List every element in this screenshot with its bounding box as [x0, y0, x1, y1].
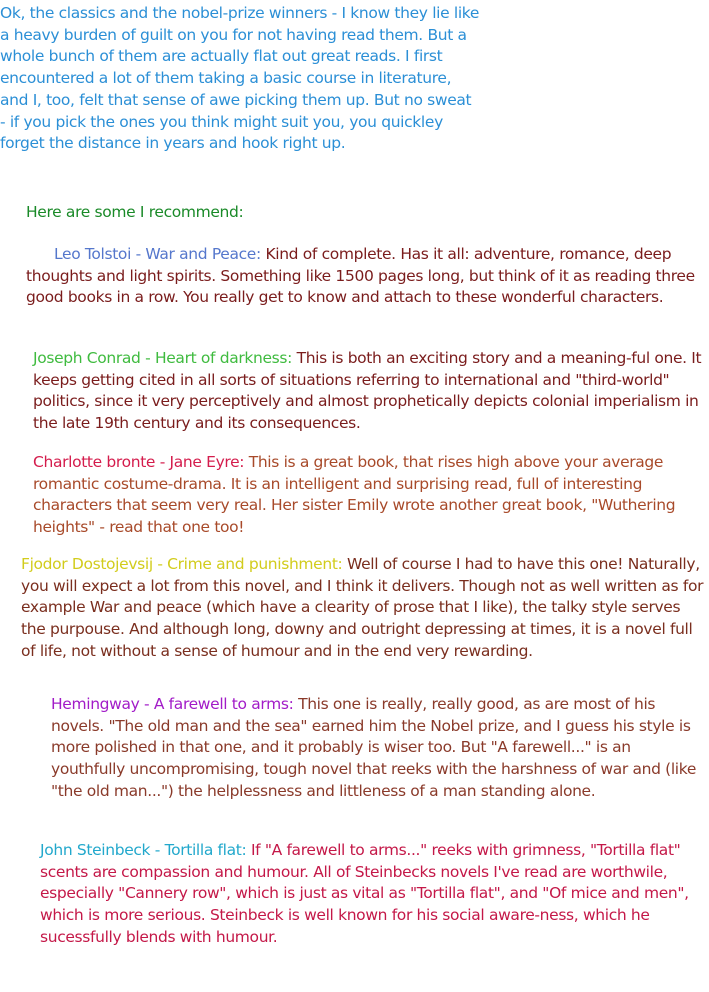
entry-title: Charlotte bronte - Jane Eyre:	[33, 453, 245, 471]
intro-paragraph: Ok, the classics and the nobel-prize winners - I know they lie like a heavy burden of guilt on you for not having read them. But a whole bunch of them are actually flat out great reads. I first encountered a lot of them taking a basic course in literature, and I, too, felt that sense of awe picking them up. But no sweat - if you pick the ones you think might suit you, you quickley forget the distance in years and hook right up.	[0, 4, 480, 153]
entry-text: This is both an exciting story and a meaning-ful one. It keeps getting cited in all sorts of situations referring to international and "third-world" politics, since it very perceptively and almost prophetically depicts colonial imperialism in the late 19th century and its consequences.	[33, 349, 702, 433]
entry-dostojevsij	[21, 554, 705, 663]
entry-title: Joseph Conrad - Heart of darkness:	[33, 349, 292, 367]
entry-hemingway	[51, 694, 707, 803]
entry-text: Well of course I had to have this one! Naturally, you will expect a lot from this novel, and I think it delivers. Though not as well written as for example War and peace (which have a clearity of prose that I like), the talky style serves the purpouse. And although long, downy and outright depressing at times, it is a novel full of life, not without a sense of humour and in the end very rewarding.	[21, 555, 704, 660]
entry-text: Kind of complete. Has it all: adventure, romance, deep thoughts and light spirits. Something like 1500 pages long, but think of it as reading three good books in a row. You really get to know and attach to these wonderful characters.	[26, 245, 695, 307]
entry-title: Fjodor Dostojevsij - Crime and punishment:	[21, 555, 343, 573]
entry-tolstoi	[26, 244, 704, 309]
entry-bronte	[33, 452, 705, 539]
entry-text: This is a great book, that rises high above your average romantic costume-drama. It is an intelligent and surprising read, full of interesting characters that seem very real. Her sister Emily wrote another great book, "Wuthering heights" - read that one too!	[33, 453, 676, 537]
recommend-heading: Here are some I recommend:	[26, 203, 244, 221]
entry-title: John Steinbeck - Tortilla flat:	[40, 841, 247, 859]
entry-text: This one is really, really good, as are most of his novels. "The old man and the sea" earned him the Nobel prize, and I guess his style is more polished in that one, and it probably is wiser too. But "A farewell..." is an youthfully uncompromising, tough novel that reeks with the harshness of war and (like "the old man...") the helplessness and littleness of a man standing alone.	[51, 695, 697, 800]
entry-text: If "A farewell to arms..." reeks with grimness, "Tortilla flat" scents are compassion and humour. All of Steinbecks novels I've read are worthwile, especially "Cannery row", which is just as vital as "Tortilla flat", and "Of mice and men", which is more serious. Steinbeck is well known for his social aware-ness, which he sucessfully blends with humour.	[40, 841, 689, 946]
entry-steinbeck	[40, 840, 708, 949]
entry-title: Hemingway - A farewell to arms:	[51, 695, 294, 713]
entry-title: Leo Tolstoi - War and Peace:	[54, 245, 261, 263]
entry-conrad	[33, 348, 705, 435]
